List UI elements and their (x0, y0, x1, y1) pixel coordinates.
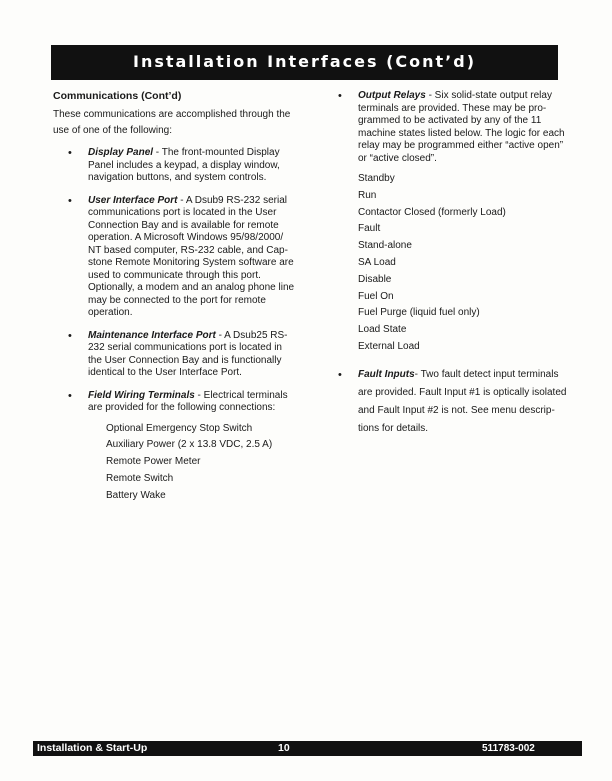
page-number: 10 (278, 742, 290, 754)
bullet: • (68, 147, 72, 159)
bullet: • (338, 90, 342, 102)
connection-item: Auxiliary Power (2 x 13.8 VDC, 2.5 A) (106, 439, 273, 451)
item-title: Display Panel (88, 147, 154, 158)
machine-state: Fuel On (358, 290, 394, 302)
section-heading: Communications (Cont’d) (53, 90, 182, 102)
machine-states-list (358, 171, 568, 356)
machine-state: Standby (358, 173, 395, 184)
footer-section: Installation & Start-Up (33, 741, 186, 756)
list-item-user-interface-port (53, 195, 298, 320)
machine-state: Contactor Closed (formerly Load) (358, 206, 506, 218)
document-number: 511783-002 (482, 743, 535, 754)
item-title: User Interface Port (88, 194, 178, 206)
list-item-display-panel (53, 147, 298, 185)
right-column (323, 90, 568, 448)
machine-state: Fuel Purge (liquid fuel only) (358, 307, 480, 319)
item-text: - The front-mounted Display Panel includes a keypad, a display window, navigation buttons, and system controls. (88, 147, 280, 183)
intro-paragraph: These communications are accomplished through the use of one of the following: (53, 109, 291, 136)
machine-state: Run (358, 189, 377, 201)
header-bar (51, 45, 558, 80)
item-text: - Electrical terminals are provided for the following connections: (88, 389, 288, 413)
connection-item: Remote Power Meter (106, 456, 201, 468)
item-text: - A Dsub9 RS-232 serial communications port is located in the User Connection Bay and is available for remote operation. A Microsoft Windows 95/98/2000/ NT based computer, RS-232 cable, and Cap-stone Remote Monitoring System software are used to communicate through this port. Optionally, a modem and an analog phone line may be connected to the port for remote operation. (88, 194, 295, 318)
list-item-fault-inputs (323, 366, 568, 438)
list-item-maintenance-interface-port (53, 330, 298, 380)
item-text: - Six solid-state output relay terminals are provided. These may be pro-grammed to be activated by any of the 11 machine states listed below. The logic for each relay may be programmed either “active open” or “active closed”. (358, 90, 565, 164)
list-item-field-wiring-terminals (53, 390, 298, 505)
connection-item: Battery Wake (106, 489, 166, 501)
page-title: Installation Interfaces (Cont’d) (132, 52, 476, 71)
bullet: • (68, 389, 72, 402)
bullet: • (68, 194, 72, 207)
bullet: • (68, 329, 72, 342)
machine-state: External Load (358, 340, 420, 352)
item-title: Field Wiring Terminals (88, 389, 195, 401)
item-text: - Two fault detect input terminals are provided. Fault Input #1 is optically isolated and Fault Input #2 is not. See menu descrip-tions for details. (358, 368, 567, 434)
list-item-output-relays (323, 90, 568, 356)
machine-state: Stand-alone (358, 240, 412, 252)
machine-state: SA Load (358, 256, 396, 268)
connections-list (88, 421, 298, 505)
connection-item: Optional Emergency Stop Switch (106, 422, 253, 434)
bullet: • (338, 368, 342, 381)
left-column (53, 90, 298, 514)
machine-state: Load State (358, 324, 407, 336)
machine-state: Fault (358, 223, 381, 235)
item-title: Maintenance Interface Port (88, 329, 216, 341)
connection-item: Remote Switch (106, 472, 174, 484)
item-text: - A Dsub25 RS-232 serial communications port is located in the User Connection Bay and is functionally identical to the User Interface Port. (88, 329, 288, 378)
item-title: Fault Inputs (358, 368, 415, 380)
machine-state: Disable (358, 273, 392, 285)
item-title: Output Relays (358, 90, 426, 101)
